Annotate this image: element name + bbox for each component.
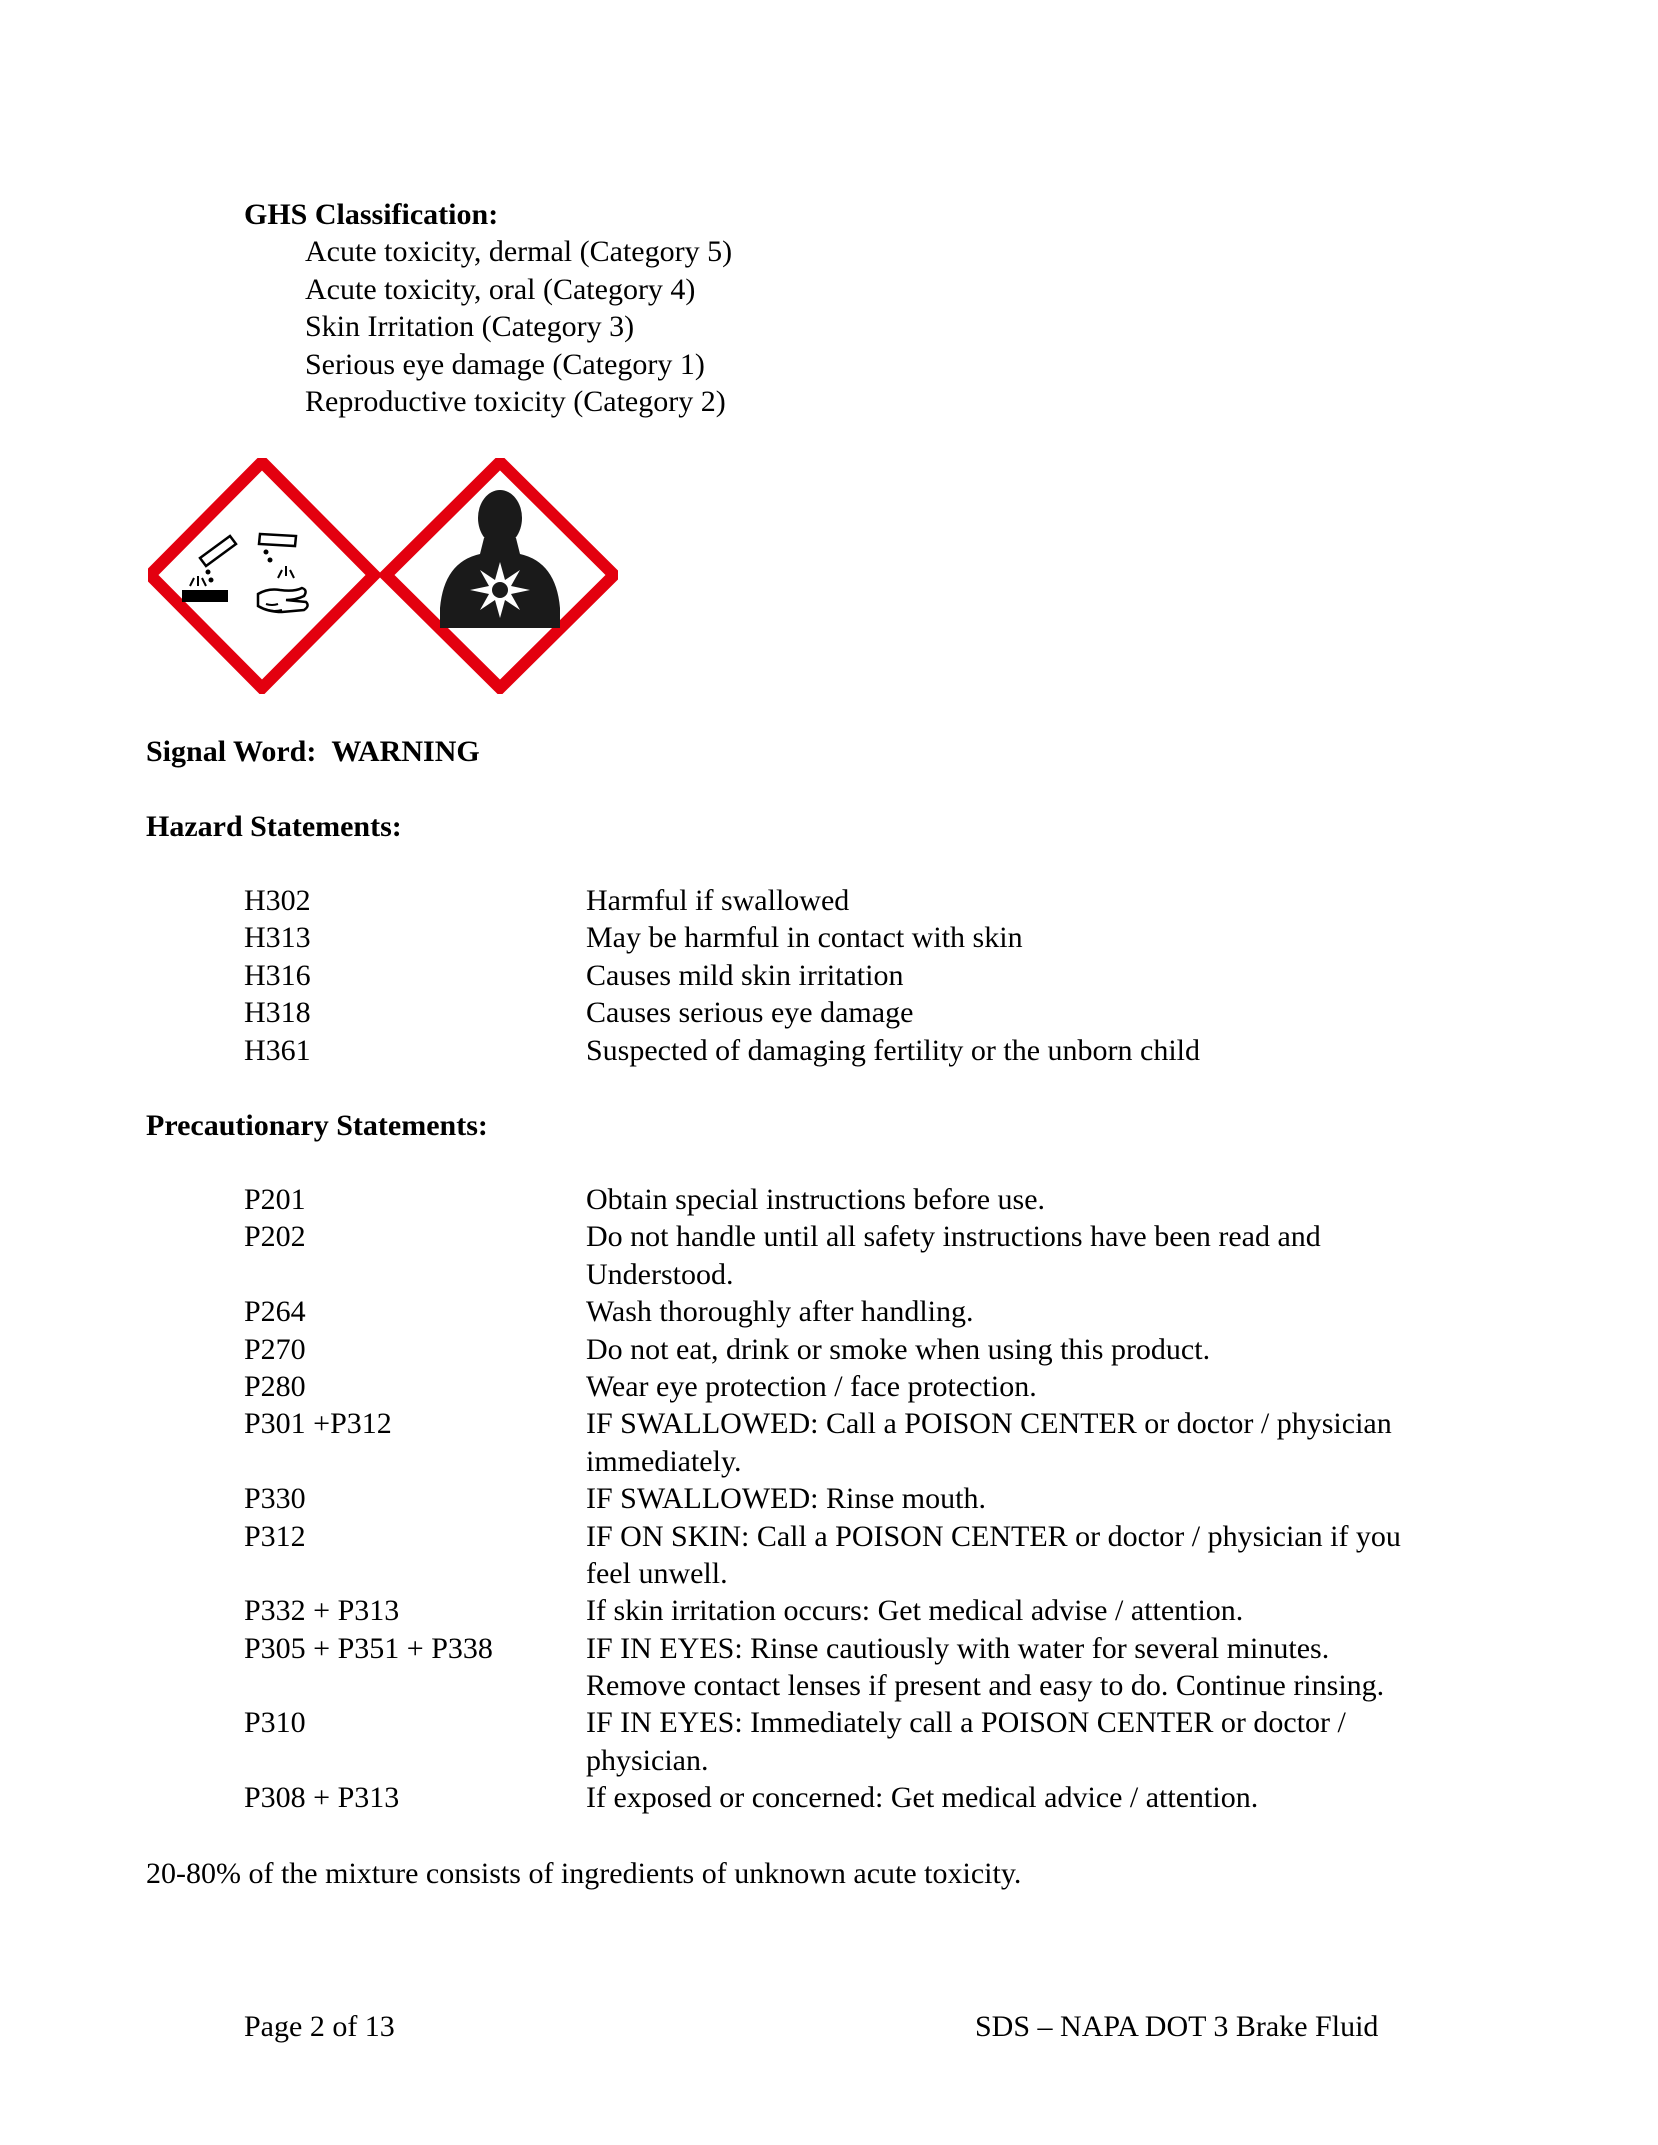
precaution-text: IF SWALLOWED: Rinse mouth.	[586, 1482, 986, 1516]
precaution-statement-row	[244, 1480, 1658, 1517]
precaution-code: P310	[244, 1706, 306, 1740]
precaution-text: Do not handle until all safety instructions have been read and	[586, 1220, 1321, 1254]
precaution-statement-row	[244, 1592, 1658, 1629]
footer-page-number: Page 2 of 13	[244, 2010, 395, 2043]
pictogram-row	[148, 458, 618, 694]
precaution-statement-row	[244, 1368, 1658, 1405]
precaution-text: If skin irritation occurs: Get medical advise / attention.	[586, 1594, 1244, 1628]
ghs-classification-item: Skin Irritation (Category 3)	[305, 310, 635, 343]
precaution-text: Wash thoroughly after handling.	[586, 1295, 974, 1329]
precaution-text: Wear eye protection / face protection.	[586, 1369, 1037, 1403]
precaution-text: IF IN EYES: Immediately call a POISON CENTER or doctor /	[586, 1706, 1346, 1740]
precaution-statement-row	[244, 1405, 1658, 1480]
hazard-statement-row	[244, 919, 1658, 956]
precaution-text: IF SWALLOWED: Call a POISON CENTER or doctor / physician	[586, 1407, 1392, 1441]
footer-document-title: SDS – NAPA DOT 3 Brake Fluid	[975, 2010, 1379, 2043]
precaution-code: P280	[244, 1369, 306, 1403]
hazard-statement-row	[244, 1032, 1658, 1069]
health-hazard-pictogram-icon	[386, 462, 614, 688]
hazard-text: Causes mild skin irritation	[586, 958, 904, 992]
precaution-text: Understood.	[586, 1257, 734, 1291]
precaution-code: P201	[244, 1183, 306, 1216]
precautionary-statements-heading: Precautionary Statements:	[146, 1109, 488, 1142]
precaution-text: IF IN EYES: Rinse cautiously with water for several minutes.	[586, 1631, 1330, 1665]
precaution-statement-row	[244, 1704, 1658, 1779]
hazard-code: H302	[244, 884, 311, 917]
precaution-statement-row	[244, 1181, 1658, 1218]
precaution-code: P330	[244, 1482, 306, 1516]
hazard-code: H313	[244, 921, 311, 955]
ghs-classification-item: Serious eye damage (Category 1)	[305, 347, 705, 381]
ghs-classification-item: Acute toxicity, dermal (Category 5)	[305, 235, 733, 268]
precaution-text: Obtain special instructions before use.	[586, 1183, 1046, 1216]
precaution-text: IF ON SKIN: Call a POISON CENTER or doctor / physician if you	[586, 1519, 1401, 1553]
precaution-code: P301 +P312	[244, 1407, 392, 1441]
precaution-text: physician.	[586, 1743, 709, 1777]
signal-word-label: Signal Word:	[146, 735, 317, 768]
precaution-text: Remove contact lenses if present and easy to do. Continue rinsing.	[586, 1669, 1385, 1703]
hazard-statement-row	[244, 957, 1658, 994]
hazard-code: H318	[244, 996, 311, 1030]
corrosion-pictogram-icon	[150, 462, 374, 688]
signal-word	[146, 733, 480, 770]
precaution-code: P270	[244, 1332, 306, 1366]
precaution-text: Do not eat, drink or smoke when using this product.	[586, 1332, 1211, 1366]
precaution-text: If exposed or concerned: Get medical advice / attention.	[586, 1781, 1259, 1815]
ghs-classification-heading: GHS Classification:	[244, 198, 499, 231]
precaution-code: P264	[244, 1295, 306, 1329]
hazard-pictograms	[148, 458, 618, 694]
ghs-classification-list	[305, 233, 732, 421]
hazard-text: Harmful if swallowed	[586, 884, 850, 917]
precaution-statement-row	[244, 1779, 1658, 1816]
ghs-classification-item: Acute toxicity, oral (Category 4)	[305, 272, 696, 306]
hazard-statement-row	[244, 882, 1658, 919]
hazard-code: H361	[244, 1033, 311, 1067]
precaution-statement-row	[244, 1630, 1658, 1705]
unknown-toxicity-note: 20-80% of the mixture consists of ingredients of unknown acute toxicity.	[146, 1857, 1022, 1890]
precaution-statement-row	[244, 1331, 1658, 1368]
hazard-statement-row	[244, 994, 1658, 1031]
precaution-statement-row	[244, 1518, 1658, 1593]
precaution-code: P308 + P313	[244, 1781, 400, 1815]
precaution-code: P202	[244, 1220, 306, 1254]
precaution-code: P312	[244, 1519, 306, 1553]
hazard-statements-table	[244, 882, 1658, 1069]
hazard-text: May be harmful in contact with skin	[586, 921, 1023, 955]
precaution-statement-row	[244, 1293, 1658, 1330]
hazard-text: Causes serious eye damage	[586, 996, 914, 1030]
hazard-code: H316	[244, 958, 311, 992]
precautionary-statements-table	[244, 1181, 1658, 1817]
hazard-text: Suspected of damaging fertility or the unborn child	[586, 1033, 1201, 1067]
ghs-classification-item: Reproductive toxicity (Category 2)	[305, 385, 726, 418]
precaution-code: P305 + P351 + P338	[244, 1631, 493, 1665]
precaution-code: P332 + P313	[244, 1594, 400, 1628]
hazard-statements-heading: Hazard Statements:	[146, 810, 402, 843]
precaution-text: immediately.	[586, 1444, 742, 1478]
signal-word-value: WARNING	[331, 735, 480, 768]
precaution-statement-row	[244, 1218, 1658, 1293]
precaution-text: feel unwell.	[586, 1556, 728, 1590]
